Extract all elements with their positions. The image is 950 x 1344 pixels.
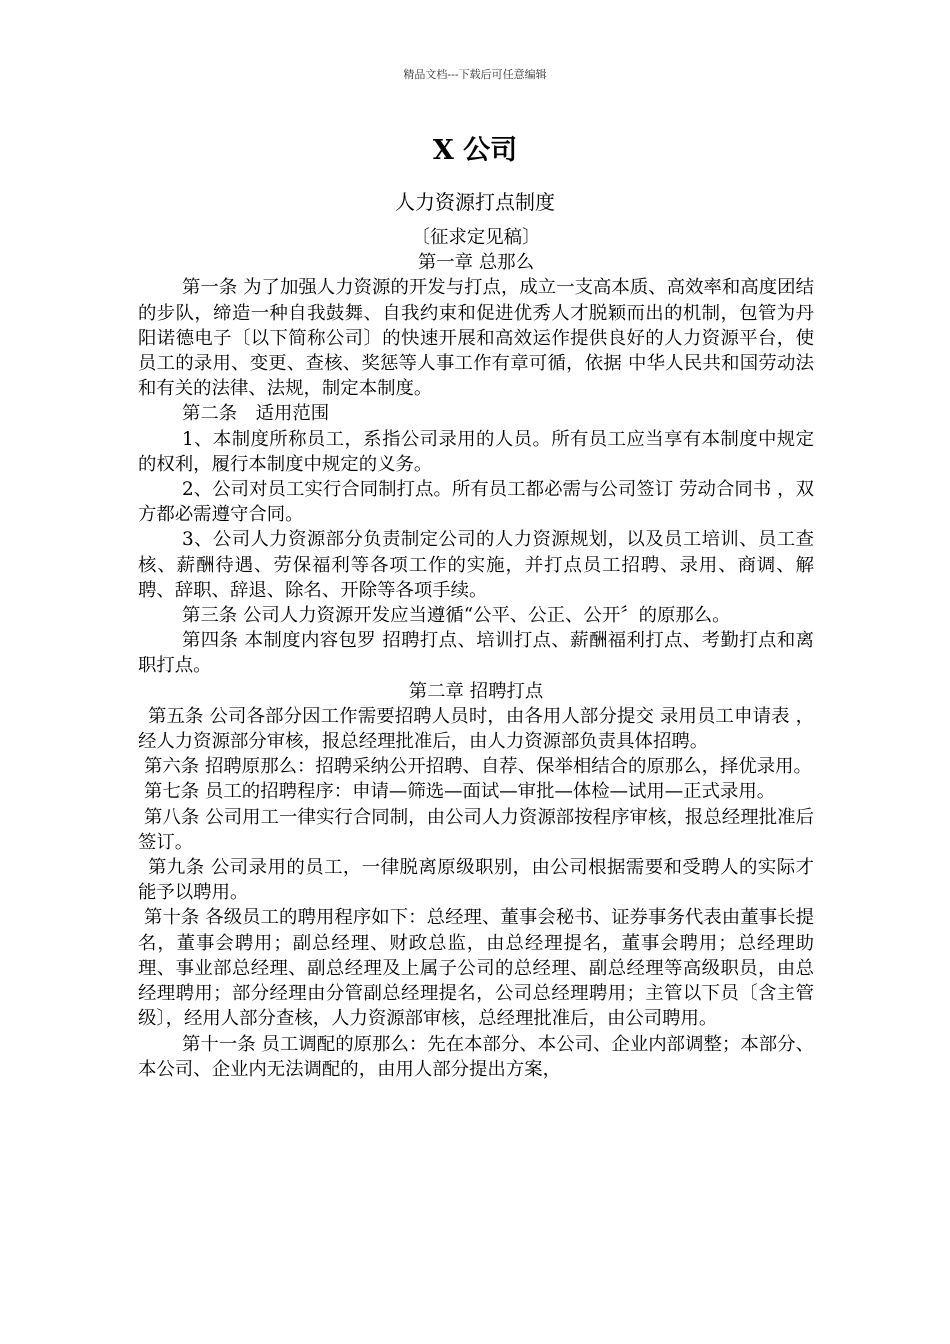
document-title: X 公司 (432, 135, 518, 166)
chapter-heading: 第二章 招聘打点 (408, 680, 544, 702)
paragraph: 第三条 公司人力资源开发应当遵循“公平、公正、公开〞的原那么。 (182, 605, 731, 627)
paragraph: 第十条 各级员工的聘用程序如下：总经理、董事会秘书、证券事务代表由董事长提名，董事会聘用；副总经理、财政总监，由总经理提名，董事会聘用；总经理助理、事业部总经理、副总经理及上属子公司的总经理、副总经理等高级职员，由总经理聘用；部分经理由分管副总经理提名，公司总经理聘用；主管以下员〔含主管级〕，经用人部分查核，人力资源部审核，总经理批准后，由公司聘用。 (138, 907, 814, 1030)
paragraph: 第二条 适用范围 (182, 403, 330, 425)
page-header: 精品文档---下载后可任意编辑 (403, 68, 547, 81)
paragraph: 第六条 招聘原那么：招聘采纳公开招聘、自荐、保举相结合的原那么，择优录用。 (144, 756, 812, 778)
paragraph: 第四条 本制度内容包罗 招聘打点、培训打点、薪酬福利打点、考勤打点和离职打点。 (138, 630, 814, 677)
paragraph: 第七条 员工的招聘程序：申请—筛选—面试—审批—体检—试用—正式录用。 (144, 781, 776, 803)
paragraph: 第八条 公司用工一律实行合同制，由公司人力资源部按程序审核，报总经理批准后签订。 (138, 806, 814, 853)
paragraph: 第十一条 员工调配的原那么：先在本部分、本公司、企业内部调整；本部分、本公司、企业内无法调配的，由用人部分提出方案， (138, 1033, 814, 1080)
paragraph: 2、公司对员工实行合同制打点。所有员工都必需与公司签订 劳动合同书 ，双方都必需遵守合同。 (138, 479, 814, 526)
document-subtitle: 人力资源打点制度 (395, 190, 555, 214)
paragraph: 第九条 公司录用的员工，一律脱离原级职别，由公司根据需要和受聘人的实际才能予以聘用。 (138, 857, 814, 904)
paragraph: 1、本制度所称员工，系指公司录用的人员。所有员工应当享有本制度中规定的权利，履行本制度中规定的义务。 (138, 428, 814, 475)
document-body (138, 225, 814, 1082)
paragraph: 第一条 为了加强人力资源的开发与打点，成立一支高本质、高效率和高度团结的步队，缔造一种自我鼓舞、自我约束和促进优秀人才脱颖而出的机制，包管为丹阳诺德电子〔以下简称公司〕的快速开展和高效运作提供良好的人力资源平台，使员工的录用、变更、查核、奖惩等人事工作有章可循，依据 中华人民共和国劳动法 和有关的法律、法规，制定本制度。 (138, 277, 814, 400)
chapter-heading: 第一章 总那么 (417, 252, 535, 274)
paragraph: 第五条 公司各部分因工作需要招聘人员时，由各用人部分提交 录用员工申请表 ，经人力资源部分审核，报总经理批准后，由人力资源部负责具体招聘。 (138, 705, 814, 753)
draft-note: 〔征求定见稿〕 (411, 227, 541, 248)
paragraph: 3、公司人力资源部分负责制定公司的人力资源规划，以及员工培训、员工查核、薪酬待遇、劳保福利等各项工作的实施，并打点员工招聘、录用、商调、解聘、辞职、辞退、除名、开除等各项手续。 (138, 529, 814, 601)
